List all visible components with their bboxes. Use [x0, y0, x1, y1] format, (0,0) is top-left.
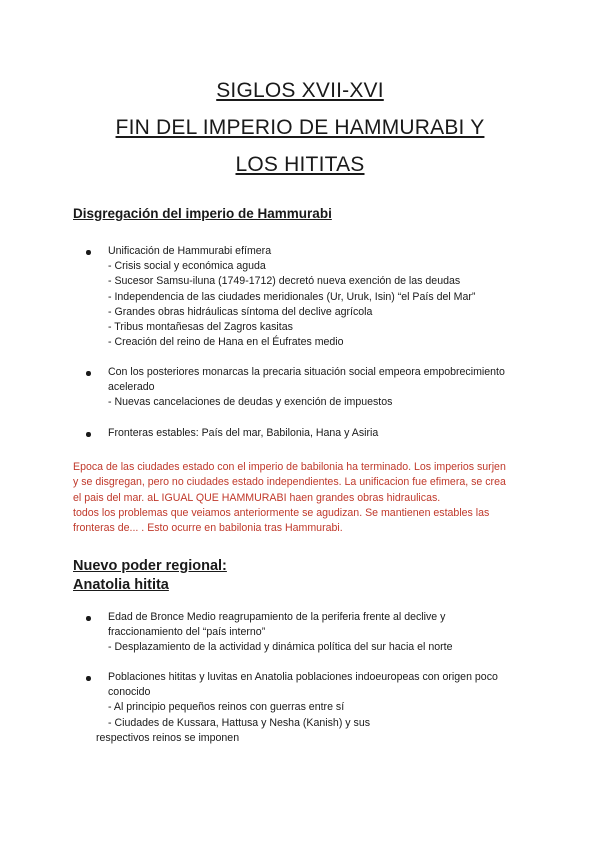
page-title: [0, 72, 600, 183]
list-item: [73, 426, 543, 441]
sub-item: - Creación del reino de Hana en el Éufrates medio: [108, 336, 344, 349]
bullet-dot: [86, 250, 91, 255]
sub-item: - Independencia de las ciudades meridionales (Ur, Uruk, Isin) “el País del Mar”: [108, 290, 476, 303]
red-note-paragraph: [73, 460, 543, 536]
note-line: el pais del mar. aL IGUAL QUE HAMMURABI haen grandes obras hidraulicas.: [73, 491, 441, 504]
bullet-dot: [86, 676, 91, 681]
bullet-list-section-2b: [73, 670, 543, 731]
bullet-main: Con los posteriores monarcas la precaria situación social empeora empobrecimiento: [108, 366, 505, 378]
bullet-main: Fronteras estables: País del mar, Babilonia, Hana y Asiria: [108, 427, 379, 439]
title-line-2: FIN DEL IMPERIO DE HAMMURABI Y: [115, 116, 485, 139]
title-line-3: LOS HITITAS: [235, 153, 365, 176]
section-heading-anatolia: Anatolia hitita: [73, 577, 169, 593]
sub-item: - Desplazamiento de la actividad y dinámica política del sur hacia el norte: [108, 641, 453, 654]
bullet-main-cont: fraccionamiento del “país interno”: [108, 626, 266, 639]
title-line-1: SIGLOS XVII-XVI: [216, 79, 384, 102]
bullet-dot: [86, 432, 91, 437]
sub-item: - Sucesor Samsu-iluna (1749-1712) decretó nueva exención de las deudas: [108, 275, 461, 288]
bullet-list-section-1b: [73, 365, 543, 411]
list-item: [73, 670, 543, 731]
note-line: todos los problemas que veiamos anteriormente se agudizan. Se mantienen estables las: [73, 506, 490, 519]
bullet-main-cont: acelerado: [108, 381, 155, 394]
bullet-main: Poblaciones hititas y luvitas en Anatolia poblaciones indoeuropeas con origen poco: [108, 671, 498, 683]
note-line: y se disgregan, pero no ciudades estado independientes. La unificacion fue efimera, se crea: [73, 476, 506, 489]
bullet-main: Edad de Bronce Medio reagrupamiento de la periferia frente al declive y: [108, 611, 446, 623]
bullet-dot: [86, 616, 91, 621]
sub-item: - Tribus montañesas del Zagros kasitas: [108, 321, 293, 334]
list-item: [73, 365, 543, 411]
bullet-main: Unificación de Hammurabi efímera: [108, 245, 272, 257]
bullet-list-section-1: [73, 244, 543, 350]
bullet-list-section-1c: [73, 426, 543, 441]
sub-item: - Ciudades de Kussara, Hattusa y Nesha (Kanish) y sus: [108, 716, 371, 729]
note-line: Epoca de las ciudades estado con el imperio de babilonia ha terminado. Los imperios surjen: [73, 461, 506, 473]
list-item: [73, 244, 543, 350]
note-line: fronteras de... . Esto ocurre en babilonia tras Hammurabi.: [73, 522, 343, 535]
list-item: [73, 610, 543, 656]
sub-item: - Grandes obras hidráulicas síntoma del declive agrícola: [108, 305, 373, 318]
sub-item: - Nuevas cancelaciones de deudas y exención de impuestos: [108, 396, 393, 409]
sub-item: - Al principio pequeños reinos con guerras entre sí: [108, 701, 345, 714]
bullet-dot: [86, 371, 91, 376]
bullet-list-section-2: [73, 610, 543, 656]
section-heading-disgregacion: Disgregación del imperio de Hammurabi: [73, 206, 332, 221]
continuation-text: respectivos reinos se imponen: [96, 732, 240, 744]
sub-item: - Crisis social y económica aguda: [108, 260, 266, 273]
bullet-main-cont: conocido: [108, 686, 151, 699]
section-heading-nuevo-poder: Nuevo poder regional:: [73, 558, 227, 574]
